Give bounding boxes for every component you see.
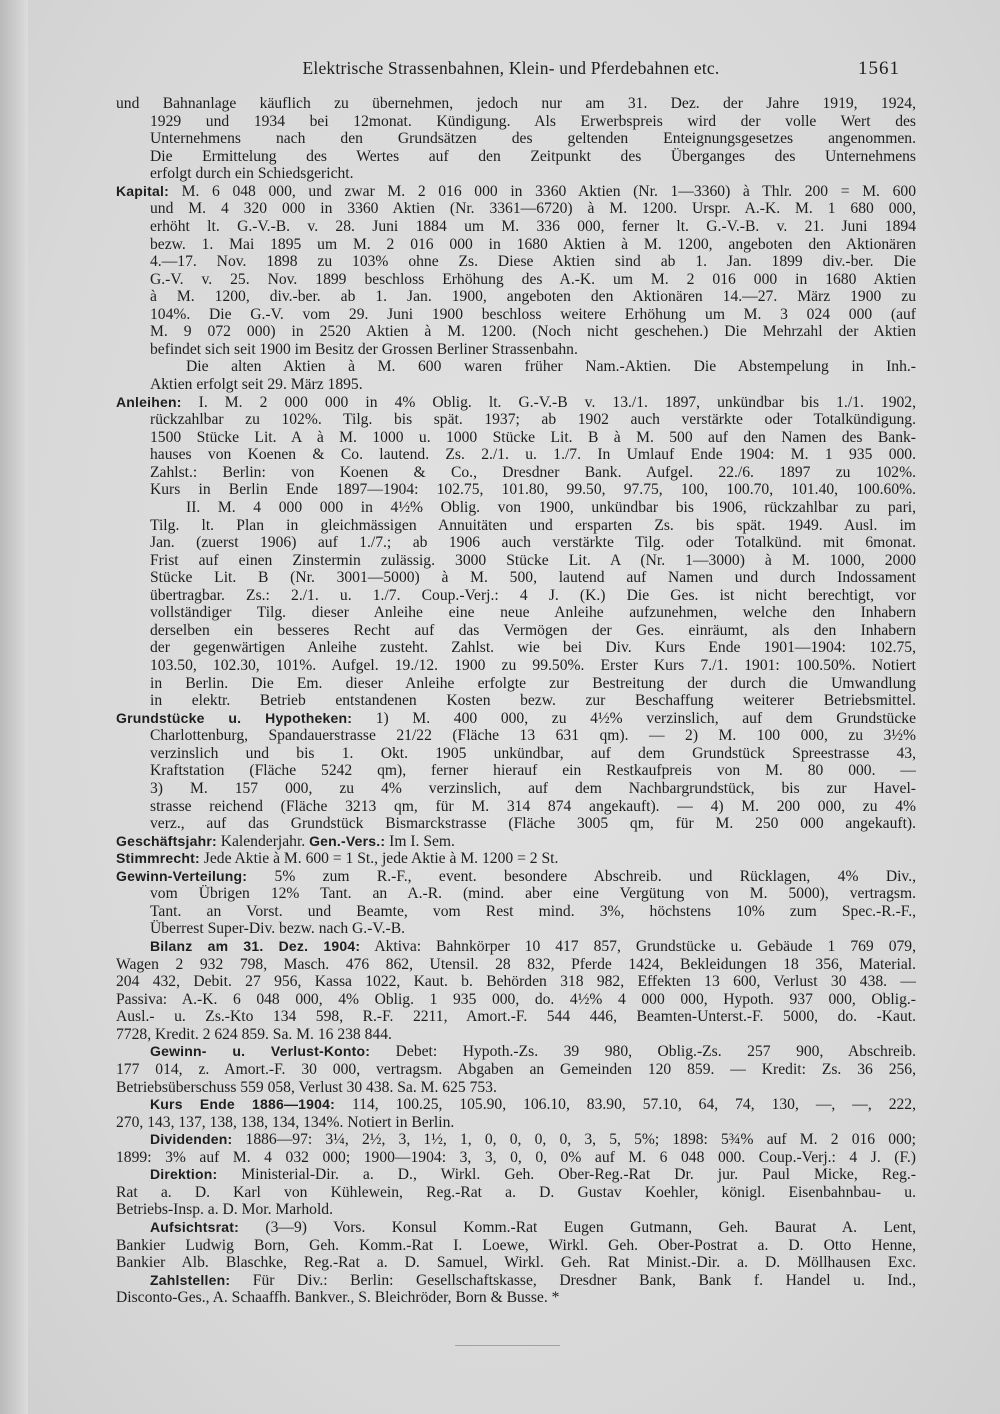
text-line [150,253,916,271]
text-line [150,341,916,359]
line-text: und Bahnanlage käuflich zu übernehmen, jedoch nur am 31. Dez. der Jahre 1919, 1924, [116,95,916,112]
section-geschäftsjahr [0,833,1000,851]
line-text: erfolgt durch ein Schiedsgericht. [150,165,354,183]
line-text: (3—9) Vors. Konsul Komm.-Rat Eugen Gutmann, Geh. Baurat A. Lent, [265,1219,917,1236]
text-line [150,622,916,640]
text-line [116,1289,916,1307]
section-label: Geschäftsjahr: [116,832,217,849]
header-title: Elektrische Strassenbahnen, Klein- und Pferdebahnen etc. [302,58,720,78]
line-text: M. 6 048 000, und zwar M. 2 016 000 in 3360 Aktien (Nr. 1—3360) à Thlr. 200 = M. 600 [181,182,916,200]
section-kurs-ende-1886-1904 [0,1096,1000,1131]
line-text: Kurs in Berlin Ende 1897—1904: 102.75, 101.80, 99.50, 97.75, 100, 100.70, 101.40, 100.60%. [150,481,916,499]
line-text: Ausl.- u. Zs.-Kto 134 598, R.-F. 2211, Amort.-F. 544 446, Beamten-Unterst.-F. 5000, do. -Kaut. [116,1008,916,1026]
line-text: Ministerial-Dir. a. D., Wirkl. Geh. Ober-Reg.-Rat Dr. jur. Paul Micke, Reg.- [241,1166,916,1184]
text-line [150,323,916,341]
text-line [116,1008,916,1026]
text-line [116,868,916,886]
line-text: Aktien erfolgt seit 29. März 1895. [150,376,363,393]
section-label: Kapital: [116,182,169,199]
text-line [116,710,916,728]
text-line [150,200,916,218]
line-text: Überrest Super-Div. bezw. nach G.-V.-B. [150,920,406,938]
text-line [150,1131,916,1149]
line-text: verz., auf das Grundstück Bismarckstrasse (Fläche 3005 qm, für M. 250 000 angekauft). [150,815,916,833]
text-line [150,727,916,745]
section-label: Gen.-Vers.: [309,832,386,849]
text-line [150,762,916,780]
line-text: Die Ermittelung des Wertes auf den Zeitpunkt des Überganges des Unternehmens [150,147,916,165]
line-text: Kraftstation (Fläche 5242 qm), ferner hierauf ein Restkaufpreis von M. 80 000. — [150,762,916,780]
line-text: Betriebsüberschuss 559 058, Verlust 30 438. Sa. M. 625 753. [116,1078,497,1096]
text-line [150,113,916,131]
section-grundstücke-u-hypotheken [0,710,1000,833]
text-line [150,903,916,921]
text-line [150,464,916,482]
text-line [150,429,916,447]
line-text: Tilg. lt. Plan in gleichmässigen Annuitäten und ersparten Zs. bis spät. 1949. Ausl. im [150,516,916,534]
section-dividenden [0,1131,1000,1166]
text-line [116,1201,916,1219]
section-label: Grundstücke u. Hypotheken: [116,709,353,726]
line-text: Bankier Ludwig Born, Geh. Komm.-Rat I. Loewe, Wirkl. Geh. Ober-Postrat a. D. Otto Henne, [116,1236,916,1254]
line-text: Charlottenburg, Spandauerstrasse 21/22 (Fläche 13 631 qm). — 2) M. 100 000, zu 3½% [150,727,916,745]
line-text: Kalenderjahr. [220,832,306,850]
text-line [116,1061,916,1079]
section-text [0,358,1000,393]
end-rule [455,1345,560,1346]
section-label: Anleihen: [116,393,182,410]
running-header [0,58,1000,82]
line-text: 1500 Stücke Lit. A à M. 1000 u. 1000 Stücke Lit. B à M. 500 auf den Namen des Bank- [150,428,916,446]
text-line [150,675,916,693]
line-text: bezw. 1. Mai 1895 um M. 2 016 000 in 1680 Aktien à M. 1200, angeboten den Aktionären [150,235,916,253]
section-label: Aufsichtsrat: [150,1219,239,1235]
text-line [150,815,916,833]
text-line [150,798,916,816]
text-line [150,885,916,903]
section-label: Kurs Ende 1886—1904: [150,1096,335,1113]
line-text: verzinslich und bis 1. Okt. 1905 unkündbar, auf dem Grundstück Spreestrasse 43, [150,744,916,762]
text-line [150,534,916,552]
section-label: Bilanz am 31. Dez. 1904: [150,938,361,954]
section-gewinn-u-verlust-konto [0,1043,1000,1096]
line-text: II. M. 4 000 000 in 4½% Oblig. von 1900, unkündbar bis 1906, rückzahlbar zu pari, [186,498,916,516]
line-text: hauses von Koenen & Co. lautend. Zs. 2./1. u. 1./7. In Umlauf Ende 1904: M. 1 935 000. [150,446,916,464]
document-body [0,95,1000,1307]
text-line [116,956,916,974]
text-line [150,411,916,429]
line-text: Frist auf einen Zinstermin zulässig. 3000 Stücke Lit. A (Nr. 1—3000) à M. 1000, 2000 [150,551,916,569]
text-line [150,692,916,710]
line-text: 104%. Die G.-V. vom 29. Juni 1900 beschloss weitere Erhöhung um M. 3 024 000 (auf [150,305,916,323]
text-line [150,236,916,254]
text-line [150,306,916,324]
page-number: 1561 [858,58,900,79]
text-line [150,376,916,394]
text-line [150,446,916,464]
text-line [150,587,916,605]
section-label: Dividenden: [150,1131,233,1148]
text-line [116,850,916,868]
line-text: 1929 und 1934 bei 12monat. Kündigung. Als Erwerbspreis wird der volle Wert des [150,112,916,130]
section-anleihen [0,394,1000,499]
text-line [116,1237,916,1255]
line-text: 5% zum R.-F., event. besondere Abschreib. und Rücklagen, 4% Div., [274,867,916,885]
line-text: vollständiger Tilg. dieser Anleihe eine neue Anleihe aufzunehmen, welche den Inhabern [150,604,916,622]
text-line [150,1166,916,1184]
line-text: vom Übrigen 12% Tant. an A.-R. (mind. aber eine Vergütung von M. 5000), vertragsm. [150,885,916,903]
text-line [150,1272,916,1290]
text-line [150,569,916,587]
line-text: Bankier Alb. Blaschke, Reg.-Rat a. D. Samuel, Wirkl. Geh. Rat Minist.-Dir. a. D. Möllhausen Exc. [116,1254,916,1272]
text-line [116,95,916,113]
line-text: 103.50, 102.30, 101%. Aufgel. 19./12. 1900 zu 99.50%. Erster Kurs 7./1. 1901: 100.50%. Notiert [150,657,916,674]
text-line [116,1114,916,1132]
line-text: Debet: Hypoth.-Zs. 39 980, Oblig.-Zs. 257 900, Abschreib. [395,1043,916,1061]
line-text: Aktiva: Bahnkörper 10 417 857, Grundstücke u. Gebäude 1 769 079, [374,938,916,955]
line-text: und M. 4 320 000 in 3360 Aktien (Nr. 3361—6720) à M. 1200. Urspr. A.-K. M. 1 680 000, [150,200,916,218]
text-line [116,991,916,1009]
text-line [150,481,916,499]
line-text: Stücke Lit. B (Nr. 3001—5000) à M. 500, lautend auf Namen und durch Indossament [150,569,916,587]
line-text: Jan. (zuerst 1906) auf 1./7.; ab 1906 auch verstärkte Tilg. oder Totalkünd. mit 6monat. [150,534,916,552]
section-zahlstellen [0,1272,1000,1307]
text-line [150,920,916,938]
section-gewinn-verteilung [0,868,1000,938]
text-line [116,1149,916,1167]
section-label: Direktion: [150,1166,218,1183]
text-line [116,973,916,991]
text-line [150,271,916,289]
text-line [150,288,916,306]
text-line [116,1184,916,1202]
text-line [116,1079,916,1097]
text-line [150,1219,916,1237]
text-line [116,833,916,851]
text-line [150,552,916,570]
line-text: Zahlst.: Berlin: von Koenen & Co., Dresdner Bank. Aufgel. 22./6. 1897 zu 102%. [150,463,916,481]
line-text: Jede Aktie à M. 600 = 1 St., jede Aktie à M. 1200 = 2 St. [203,850,559,868]
line-text: G.-V. v. 25. Nov. 1899 beschloss Erhöhung des A.-K. um M. 2 016 000 in 1680 Aktien [150,270,916,288]
line-text: Tant. an Vorst. und Beamte, vom Rest mind. 3%, höchstens 10% zum Spec.-R.-F., [150,902,916,920]
line-text: 4.—17. Nov. 1898 zu 103% ohne Zs. Diese Aktien sind ab 1. Jan. 1899 div.-ber. Die [150,253,916,271]
section-label: Zahlstellen: [150,1271,231,1288]
text-line [116,183,916,201]
section-bilanz-am-31-dez-1904 [0,938,1000,1043]
text-line [150,148,916,166]
line-text: Disconto-Ges., A. Schaaffh. Bankver., S. Bleichröder, Born & Busse. * [116,1289,560,1307]
line-text: à M. 1200, div.-ber. ab 1. Jan. 1900, angeboten den Aktionären 14.—27. März 1900 zu [150,288,916,306]
section-kapital [0,183,1000,359]
line-text: übertragbar. Zs.: 2./1. u. 1./7. Coup.-Verj.: 4 J. (K.) Die Ges. ist nicht berechtigt, vor [150,586,916,604]
line-text: rückzahlbar zu 102%. Tilg. bis spät. 1937; ab 1902 auch verstärkte oder Totalkündigung. [150,411,916,429]
section-text [0,95,1000,183]
line-text: 114, 100.25, 105.90, 106.10, 83.90, 57.10, 64, 74, 130, —, —, 222, [351,1096,917,1114]
line-text: 270, 143, 137, 138, 138, 134, 134%. Notiert in Berlin. [116,1113,455,1131]
line-text: Für Div.: Berlin: Gesellschaftskasse, Dresdner Bank, Bank f. Handel u. Ind., [252,1271,916,1289]
section-label: Gewinn-Verteilung: [116,867,248,884]
line-text: Passiva: A.-K. 6 048 000, 4% Oblig. 1 935 000, do. 4½% 4 000 000, Hypoth. 937 000, Oblig.- [116,990,916,1008]
text-line [116,1254,916,1272]
section-direktion [0,1166,1000,1219]
line-text: erhöht lt. G.-V.-B. v. 28. Juni 1884 um M. 336 000, ferner lt. G.-V.-B. v. 21. Juni 1894 [150,217,916,235]
line-text: Betriebs-Insp. a. D. Mor. Marhold. [116,1201,333,1219]
line-text: 177 014, z. Amort.-F. 30 000, vertragsm. Abgaben an Gemeinden 120 859. — Kredit: Zs. 36 256, [116,1060,916,1078]
line-text: in Berlin. Die Em. dieser Anleihe erfolgte zur Bestreitung der durch die Umwandlung [150,674,916,692]
text-line [150,130,916,148]
text-line [186,358,916,376]
section-stimmrecht [0,850,1000,868]
text-line [150,745,916,763]
line-text: Rat a. D. Karl von Kühlewein, Reg.-Rat a. D. Gustav Koehler, königl. Eisenbahnbau- u. [116,1183,916,1201]
text-line [150,517,916,535]
line-text: Im I. Sem. [389,832,455,850]
line-text: 1899: 3% auf M. 4 032 000; 1900—1904: 3, 3, 0, 0, 0% auf M. 6 048 000. Coup.-Verj.: 4 J. (F.) [116,1148,916,1166]
line-text: M. 9 072 000) in 2520 Aktien à M. 1200. (Noch nicht geschehen.) Die Mehrzahl der Aktien [150,323,916,341]
line-text: 204 432, Debit. 27 956, Kassa 1022, Kaut. b. Behörden 318 982, Effekten 13 600, Verlust 30 438. — [116,973,916,991]
text-line [150,218,916,236]
text-line [150,780,916,798]
line-text: 3) M. 157 000, zu 4% verzinslich, auf dem Nachbargrundstück, bis zur Havel- [150,779,916,797]
line-text: 1886—97: 3¼, 2½, 3, 1½, 1, 0, 0, 0, 0, 3, 5, 5%; 1898: 5¾% auf M. 2 016 000; [245,1131,917,1149]
text-line [150,657,916,675]
line-text: der gegenwärtigen Anleihe zusteht. Zahlst. wie bei Div. Kurs Ende 1901—1904: 102.75, [150,639,916,657]
line-text: Wagen 2 932 798, Masch. 476 862, Utensil. 28 832, Pferde 1424, Bekleidungen 18 356, Material. [116,955,916,973]
line-text: I. M. 2 000 000 in 4% Oblig. lt. G.-V.-B v. 13./1. 1897, unkündbar bis 1./1. 1902, [198,393,916,411]
text-line [186,499,916,517]
line-text: Unternehmens nach den Grundsätzen des geltenden Enteignungsgesetzes angenommen. [150,130,916,148]
line-text: derselben ein besseres Recht auf das Vermögen der Ges. einräumt, als den Inhabern [150,621,916,639]
line-text: 7728, Kredit. 2 624 859. Sa. M. 16 238 844. [116,1025,392,1043]
line-text: Die alten Aktien à M. 600 waren früher Nam.-Aktien. Die Abstempelung in Inh.- [186,358,916,376]
line-text: strasse reichend (Fläche 3213 qm, für M. 314 874 angekauft). — 4) M. 200 000, zu 4% [150,797,916,815]
text-line [150,938,916,956]
section-label: Gewinn- u. Verlust-Konto: [150,1043,371,1060]
line-text: 1) M. 400 000, zu 4½% verzinslich, auf dem Grundstücke [375,709,916,727]
line-text: in elektr. Betrieb entstandenen Kosten bezw. zur Beschaffung weiterer Betriebsmittel. [150,692,916,710]
section-text [0,499,1000,710]
section-label: Stimmrecht: [116,850,200,867]
section-aufsichtsrat [0,1219,1000,1272]
line-text: befindet sich seit 1900 im Besitz der Grossen Berliner Strassenbahn. [150,340,578,358]
text-line [116,1026,916,1044]
text-line [150,1096,916,1114]
text-line [150,604,916,622]
text-line [150,1043,916,1061]
text-line [150,639,916,657]
text-line [116,394,916,412]
text-line [150,165,916,183]
